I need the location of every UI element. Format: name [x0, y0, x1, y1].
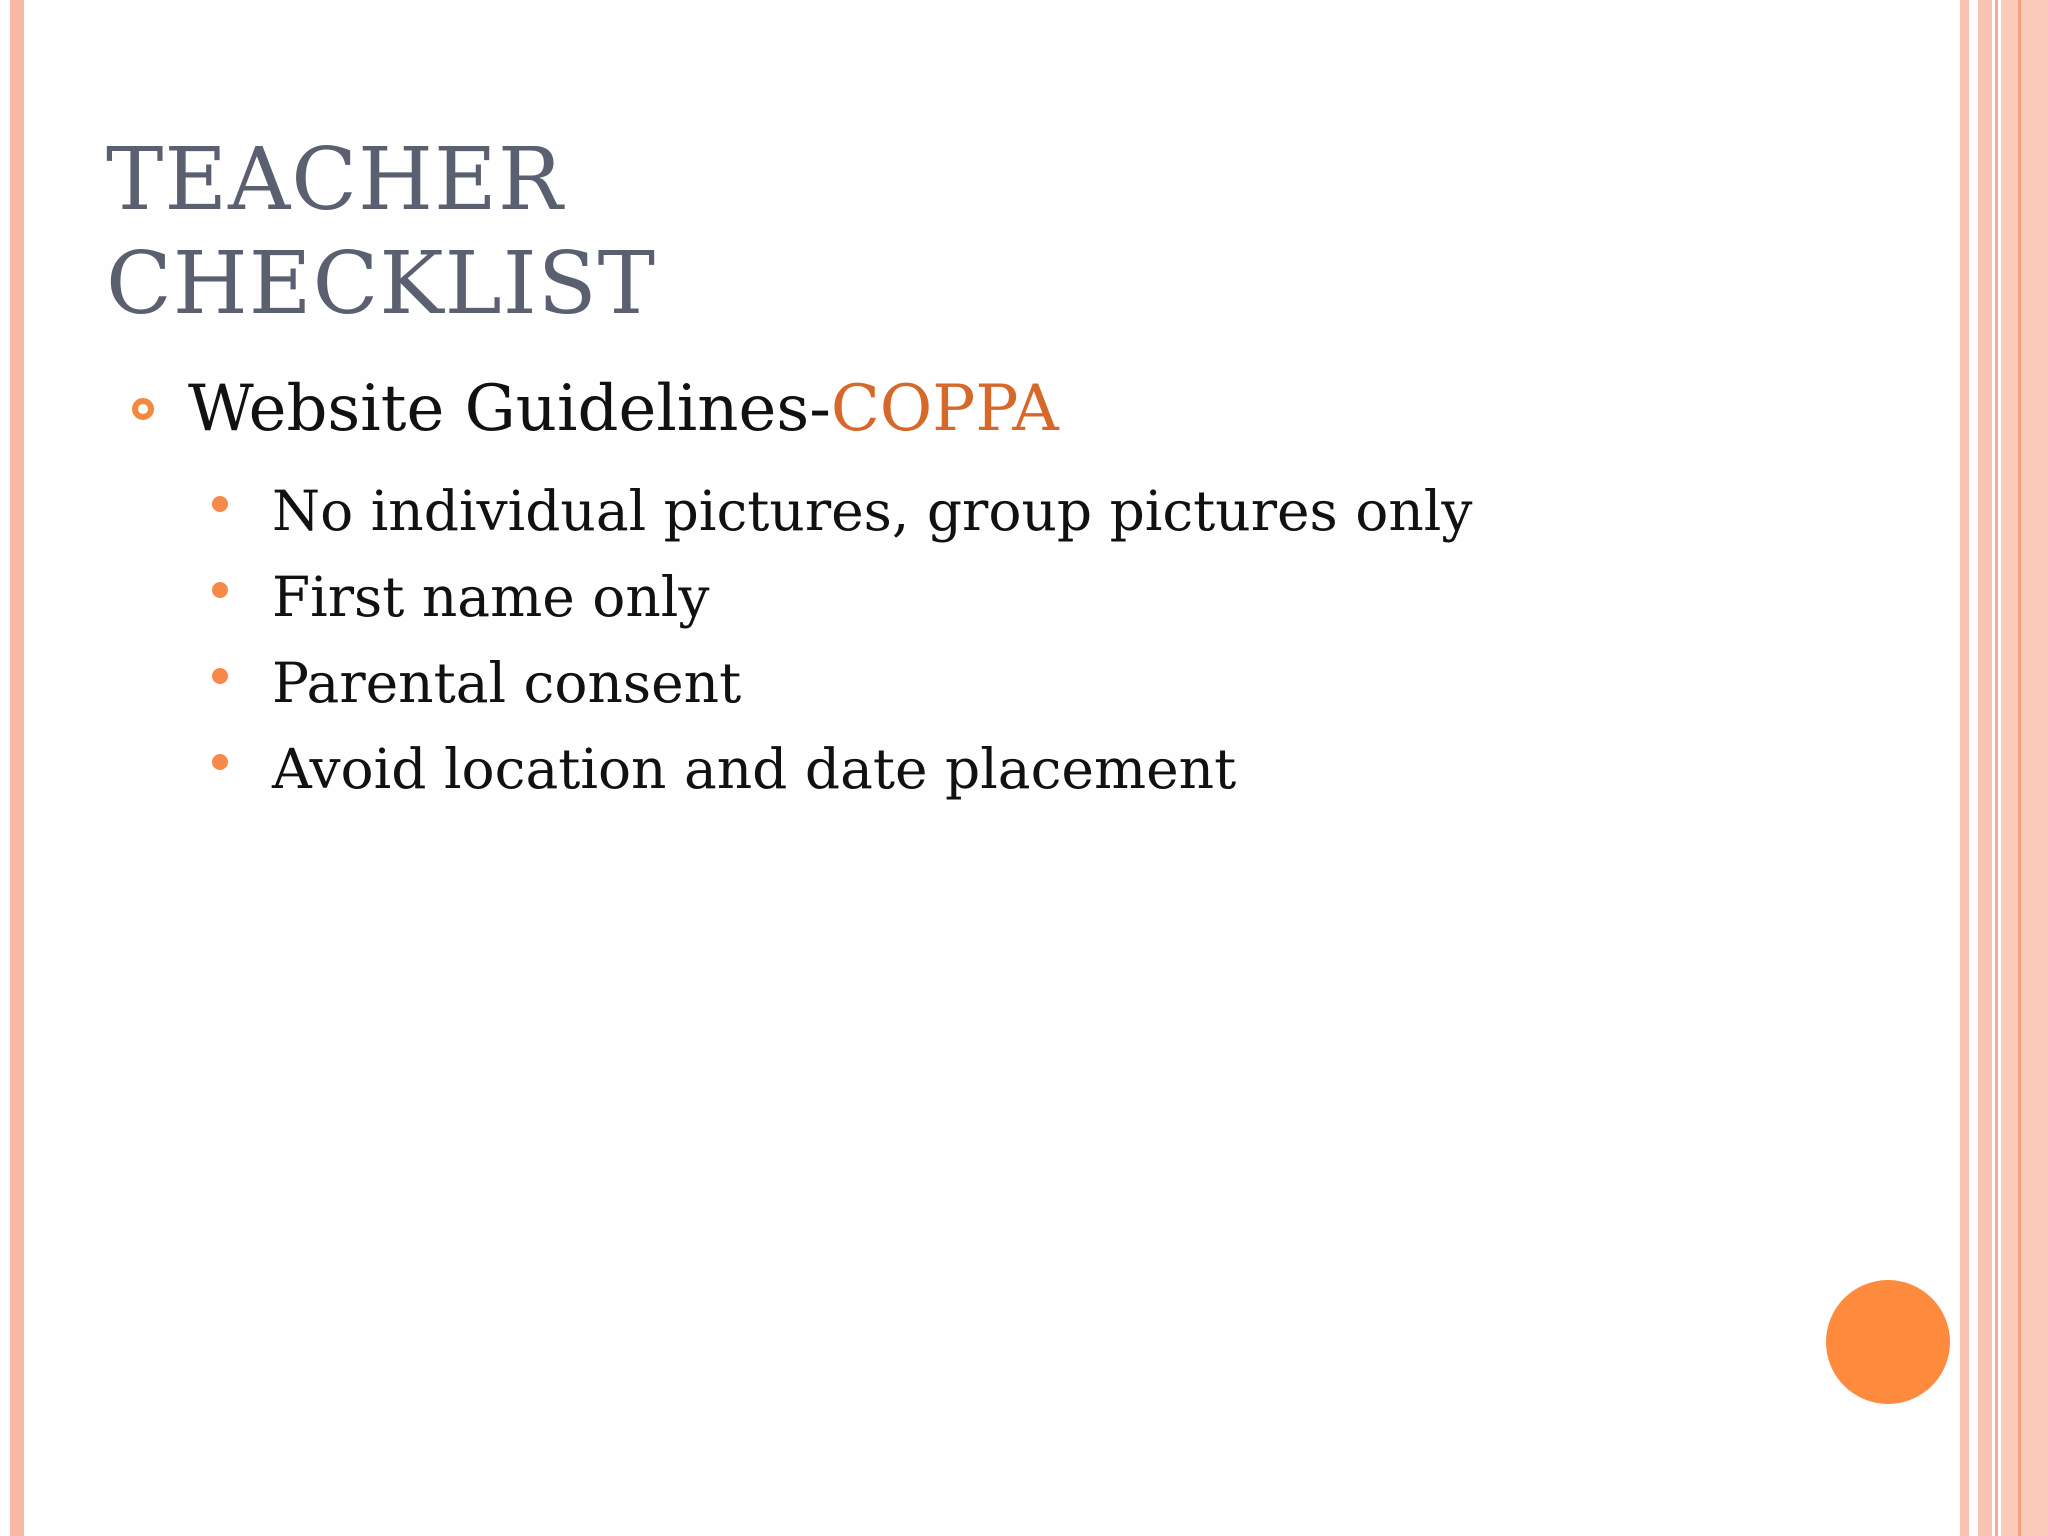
- sub-bullet-item: [212, 726, 1472, 812]
- dot-bullet-icon: [212, 582, 228, 598]
- bullet-text: [188, 372, 1059, 446]
- slide-title: [106, 128, 656, 336]
- bullet-accent: COPPA: [830, 372, 1059, 446]
- dot-bullet-icon: [212, 496, 228, 512]
- decorative-orange-circle: [1826, 1280, 1950, 1404]
- sub-bullet-item: [212, 554, 1472, 640]
- bullet-item: [132, 372, 1059, 446]
- right-border-line: [1995, 0, 1998, 1536]
- ring-bullet-icon: [132, 398, 154, 420]
- sub-bullet-text: No individual pictures, group pictures only: [272, 479, 1473, 543]
- sub-bullet-text: First name only: [272, 565, 710, 629]
- dot-bullet-icon: [212, 668, 228, 684]
- left-border-stripe: [10, 0, 24, 1536]
- right-border-stripe: [1960, 0, 1969, 1536]
- slide-title-line-1: TEACHER: [106, 130, 564, 230]
- right-border-line: [2018, 0, 2021, 1536]
- sub-bullet-text: Avoid location and date placement: [272, 737, 1237, 801]
- right-border-stripe: [2001, 0, 2048, 1536]
- sub-bullet-list: [212, 468, 1472, 812]
- slide-title-line-2: CHECKLIST: [106, 234, 656, 334]
- bullet-label: Website Guidelines-: [188, 372, 831, 446]
- sub-bullet-item: [212, 468, 1472, 554]
- sub-bullet-text: Parental consent: [272, 651, 742, 715]
- sub-bullet-item: [212, 640, 1472, 726]
- right-border-stripe: [1978, 0, 1992, 1536]
- dot-bullet-icon: [212, 754, 228, 770]
